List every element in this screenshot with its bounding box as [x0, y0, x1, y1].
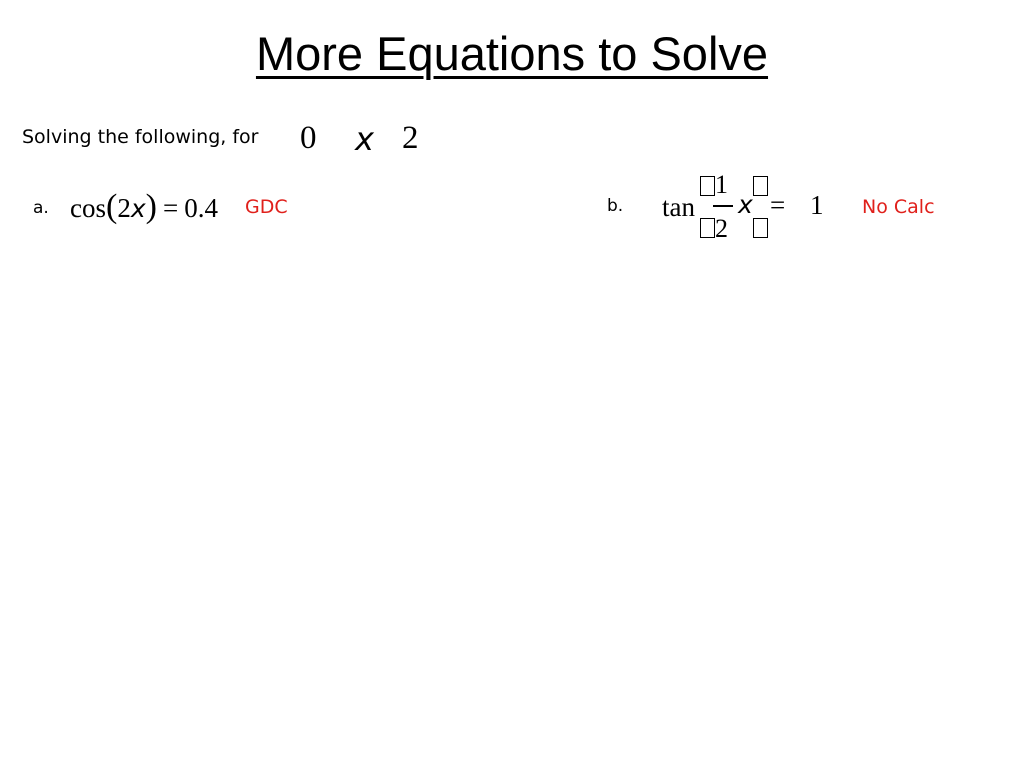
range-end: 2 — [402, 120, 419, 156]
equals-sign: = — [770, 190, 786, 220]
fraction-numerator: 1 — [715, 170, 728, 199]
rhs-value: 1 — [810, 190, 824, 220]
equals-sign: = — [162, 193, 179, 223]
intro-text: Solving the following, for — [22, 126, 259, 148]
problem-a-label: a. — [33, 198, 49, 218]
slide-title-text: More Equations to Solve — [255, 27, 769, 80]
missing-glyph-icon — [700, 218, 715, 238]
tan-function: tan — [662, 192, 695, 222]
coefficient: 2 — [117, 193, 131, 223]
range-start: 0 — [300, 120, 317, 156]
open-paren: ( — [106, 188, 118, 225]
close-paren: ) — [145, 188, 157, 225]
problem-a-equation — [70, 188, 218, 228]
missing-glyph-icon — [753, 218, 768, 238]
missing-glyph-icon — [700, 176, 715, 196]
method-badge-no-calc: No Calc — [862, 196, 935, 218]
variable-x: x — [130, 194, 146, 223]
missing-glyph-icon — [753, 176, 768, 196]
variable-x: x — [738, 190, 753, 219]
slide-title — [0, 22, 1024, 86]
problem-b-label: b. — [607, 196, 624, 216]
range-variable: x — [355, 120, 374, 158]
method-badge-gdc: GDC — [245, 196, 288, 218]
fraction-bar — [713, 205, 733, 207]
rhs-value: 0.4 — [184, 193, 218, 223]
cos-function: cos — [70, 193, 106, 223]
fraction-denominator: 2 — [715, 214, 728, 243]
